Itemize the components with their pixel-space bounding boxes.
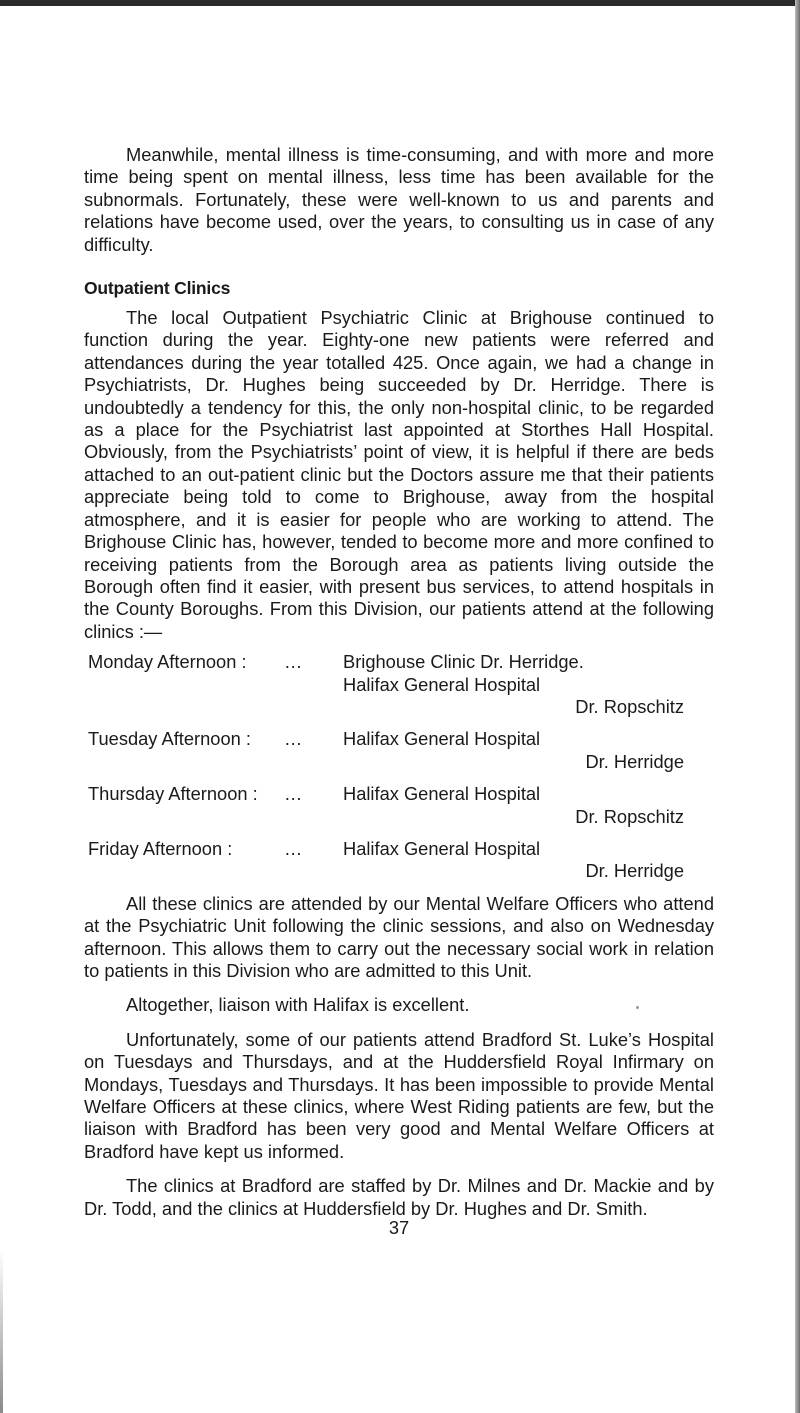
clinic-line: Brighouse Clinic Dr. Herridge. bbox=[343, 651, 584, 673]
page-number: 37 bbox=[388, 1217, 410, 1239]
schedule-row-friday bbox=[84, 838, 714, 883]
liaison-paragraph: Altogether, liaison with Halifax is excellent. bbox=[126, 994, 470, 1016]
schedule-day: Tuesday Afternoon : bbox=[88, 728, 251, 750]
schedule-leader: … bbox=[284, 728, 303, 750]
section-heading: Outpatient Clinics bbox=[84, 278, 231, 299]
clinic-line: Halifax General Hospital bbox=[343, 837, 541, 859]
clinic-schedule bbox=[84, 651, 714, 883]
document-page bbox=[84, 144, 714, 1238]
intro-paragraph: Meanwhile, mental illness is time-consuming, and with more and more time being spent on mental illness, less time has been available for the subnormals. Fortunately, these were well-known to us and parents and relations have become used, over the years, to consulting us in case of any difficulty. bbox=[84, 144, 714, 255]
clinic-line: Halifax General Hospital bbox=[343, 783, 541, 805]
clinic-line: Halifax General Hospital bbox=[343, 673, 541, 695]
schedule-leader: … bbox=[284, 651, 303, 673]
scan-right-edge bbox=[795, 0, 800, 1413]
schedule-clinic bbox=[343, 838, 714, 883]
schedule-row-thursday bbox=[84, 783, 714, 828]
clinic-line: Halifax General Hospital bbox=[343, 728, 541, 750]
schedule-leader: … bbox=[284, 837, 303, 859]
staffing-paragraph: The clinics at Bradford are staffed by Dr. Milnes and Dr. Mackie and by Dr. Todd, and the clinics at Huddersfield by Dr. Hughes and Dr. Smith. bbox=[84, 1175, 714, 1219]
schedule-day: Friday Afternoon : bbox=[88, 837, 233, 859]
schedule-row-monday bbox=[84, 651, 714, 718]
schedule-day: Thursday Afternoon : bbox=[88, 783, 258, 805]
bradford-paragraph: Unfortunately, some of our patients attend Bradford St. Luke’s Hospital on Tuesdays and Thursdays, and at the Huddersfield Royal Infirmary on Mondays, Tuesdays and Thursdays. It has been impossible to provide Mental Welfare Officers at these clinics, where West Riding patients are few, but the liaison with Bradford has been very good and Mental Welfare Officers at Bradford have kept us informed. bbox=[84, 1028, 714, 1162]
schedule-clinic bbox=[343, 728, 714, 773]
scan-top-edge bbox=[0, 0, 800, 6]
clinic-doctor: Dr. Ropschitz bbox=[575, 805, 684, 827]
clinic-paragraph: The local Outpatient Psychiatric Clinic at Brighouse continued to function during the year. Eighty-one new patients were referred and attendances during the year totalled 425. Once again, we had a change in Psychiatrists, Dr. Hughes being succeeded by Dr. Herridge. There is undoubtedly a tendency for this, the only non-hospital clinic, to be regarded as a place for the Psychiatrist last appointed at Storthes Hall Hospital. Obviously, from the Psychiatrists’ point of view, it is helpful if there are beds attached to an out-patient clinic but the Doctors assure me that their patients appreciate being told to come to Brighouse, away from the hospital atmosphere, and it is easier for people who are working to attend. The Brighouse Clinic has, however, tended to become more and more confined to receiving patients from the Borough area as patients living outside the Borough often find it easier, with present bus services, to attend hospitals in the County Boroughs. From this Division, our patients attend at the following clinics :— bbox=[84, 307, 714, 642]
scan-left-shadow bbox=[0, 1250, 3, 1413]
schedule-clinic bbox=[343, 783, 714, 828]
welfare-paragraph: All these clinics are attended by our Mental Welfare Officers who attend at the Psychiatric Unit following the clinic sessions, and also on Wednesday afternoon. This allows them to carry out the necessary social work in relation to patients in this Division who are admitted to this Unit. bbox=[84, 892, 714, 981]
clinic-doctor: Dr. Ropschitz bbox=[575, 695, 684, 717]
schedule-row-tuesday bbox=[84, 728, 714, 773]
clinic-doctor: Dr. Herridge bbox=[585, 750, 684, 772]
schedule-clinic bbox=[343, 651, 714, 718]
schedule-day: Monday Afternoon : bbox=[88, 651, 247, 673]
schedule-leader: … bbox=[284, 783, 303, 805]
clinic-doctor: Dr. Herridge bbox=[585, 860, 684, 882]
